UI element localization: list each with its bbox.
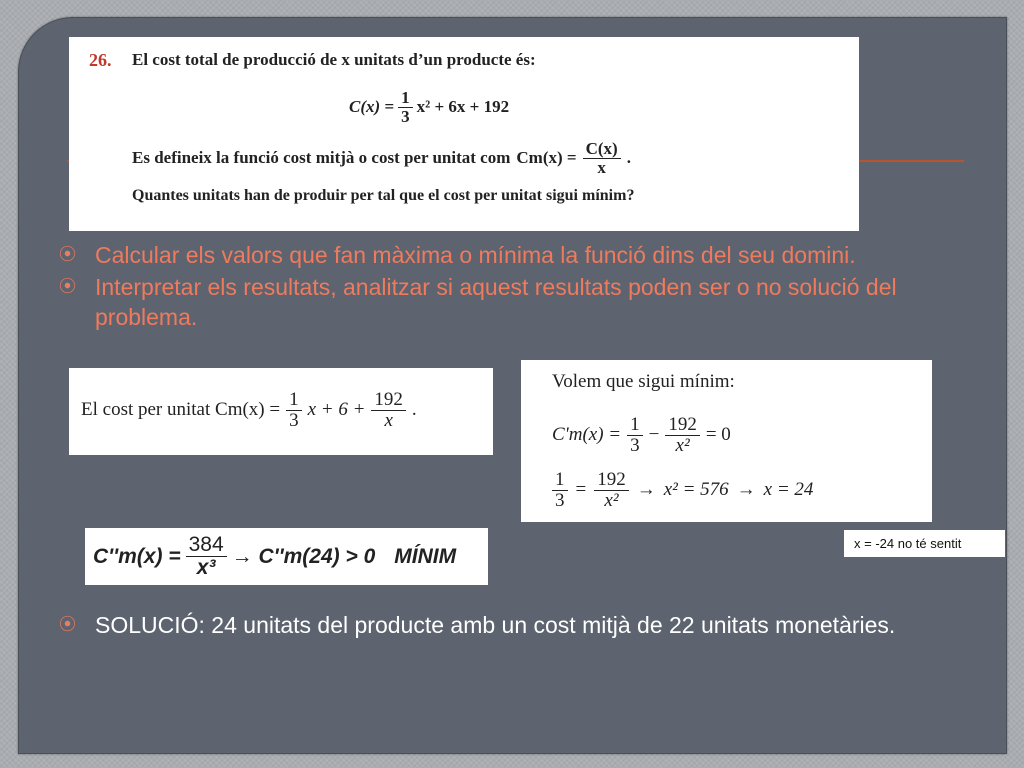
- solution-text: SOLUCIÓ: 24 unitats del producte amb un cost mitjà de 22 unitats monetàries.: [95, 612, 896, 638]
- first-derivative-row: [552, 415, 731, 456]
- solve-row: [552, 470, 813, 511]
- list-item: [57, 240, 977, 270]
- cpu-fraction-1: [286, 390, 302, 431]
- r2-end: x = 24: [763, 479, 814, 501]
- bullet-text: Calcular els valors que fan màxima o mínima la funció dins del seu domini.: [95, 242, 856, 268]
- bullet-icon: ⦿: [59, 277, 76, 296]
- arrow-right-icon: →: [636, 479, 656, 501]
- definition-frac-num: C(x): [583, 140, 621, 159]
- sd-rhs: → C''m(24) > 0: [231, 544, 376, 568]
- definition-text: Es defineix la funció cost mitjà o cost per unitat com: [132, 148, 511, 168]
- second-derivative-image: [85, 528, 488, 585]
- minimum-calculation-image: [521, 360, 932, 522]
- cost-lhs: C(x) =: [349, 97, 395, 117]
- list-item: [57, 610, 977, 640]
- definition-fraction: [583, 140, 621, 177]
- cpu-mid: x + 6 +: [307, 399, 366, 421]
- bullet-icon: ⦿: [59, 615, 76, 634]
- r1-f2-den: x²: [675, 434, 690, 456]
- note-text: x = -24 no té sentit: [854, 536, 962, 551]
- note-box: [844, 530, 1005, 557]
- cpu-f1-den: 3: [289, 409, 299, 431]
- bullet-list: [57, 240, 977, 334]
- sd-lhs: C''m(x) =: [93, 544, 181, 568]
- r1-lhs: C'm(x) =: [552, 424, 622, 446]
- solution: [57, 610, 977, 642]
- problem-question: Quantes unitats han de produir per tal que el cost per unitat sigui mínim?: [132, 187, 635, 204]
- r1-fraction-2: [665, 415, 700, 456]
- bullet-icon: ⦿: [59, 245, 76, 264]
- cpu-end: .: [411, 399, 417, 421]
- r2-f2-num: 192: [594, 470, 629, 491]
- sd-fraction: [186, 534, 227, 579]
- cost-frac-den: 3: [401, 106, 410, 126]
- sd-result: MÍNIM: [394, 544, 457, 568]
- r1-minus: −: [648, 424, 660, 446]
- slide: [18, 17, 1007, 754]
- cpu-f1-num: 1: [286, 390, 302, 411]
- r2-eq: =: [575, 479, 587, 501]
- cost-per-unit-formula: [81, 390, 417, 431]
- problem-number: 26.: [89, 50, 112, 70]
- r2-fraction-2: [594, 470, 629, 511]
- r1-f1-num: 1: [627, 415, 643, 436]
- cost-per-unit-label: El cost per unitat Cm(x) =: [81, 399, 281, 421]
- r1-fraction-1: [627, 415, 643, 456]
- second-derivative-formula: [93, 534, 456, 579]
- average-cost-definition: Es defineix la funció cost mitjà o cost per unitat com Cm(x) = $\frac{C(x)}{x}$ .: [132, 139, 631, 177]
- cpu-fraction-2: [371, 390, 406, 431]
- cost-per-unit-image: [69, 368, 493, 455]
- sd-frac-num: 384: [186, 534, 227, 557]
- r2-f2-den: x²: [604, 489, 619, 511]
- r1-f2-num: 192: [665, 415, 700, 436]
- cpu-f2-num: 192: [371, 390, 406, 411]
- cost-fraction: [398, 89, 413, 126]
- problem-statement: El cost total de producció de x unitats d’un producte és:: [132, 50, 536, 69]
- list-item: [57, 272, 977, 332]
- problem-statement-image: [69, 37, 859, 231]
- cost-function-formula: [349, 89, 509, 126]
- sd-frac-den: x³: [196, 556, 216, 580]
- cost-rhs: x² + 6x + 192: [416, 97, 510, 117]
- minimum-title: Volem que sigui mínim:: [552, 371, 735, 392]
- definition-lhs: Cm(x) =: [516, 148, 577, 168]
- bullet-text: Interpretar els resultats, analitzar si aquest resultats poden ser o no solució del problema.: [95, 274, 897, 330]
- r2-f1-den: 3: [555, 489, 565, 511]
- cost-frac-num: 1: [398, 89, 413, 108]
- r1-f1-den: 3: [630, 434, 640, 456]
- cpu-f2-den: x: [384, 409, 393, 431]
- arrow-right-icon: →: [736, 479, 756, 501]
- r1-rhs: = 0: [705, 424, 731, 446]
- r2-f1-num: 1: [552, 470, 568, 491]
- r2-fraction-1: [552, 470, 568, 511]
- definition-frac-den: x: [597, 157, 606, 177]
- r2-mid: x² = 576: [663, 479, 729, 501]
